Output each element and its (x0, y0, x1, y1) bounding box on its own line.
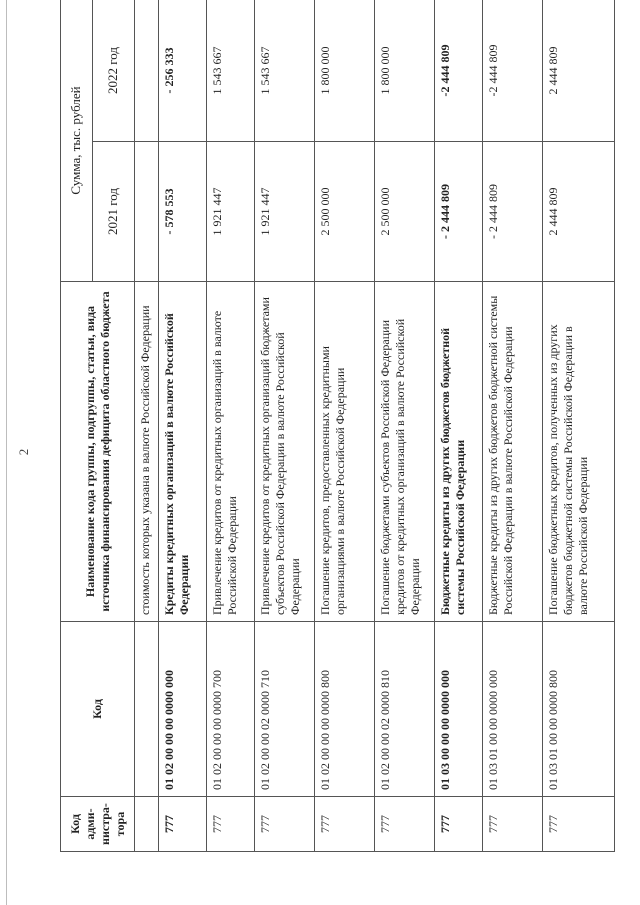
cell-2021: 2 500 000 (375, 142, 435, 282)
cell-2021: 2 444 809 (543, 142, 615, 282)
cell-name: Привлечение кредитов от кредитных организаций бюджетами субъектов Российской Федерации в валюте Российской Федерации (255, 282, 315, 622)
cell-code: 01 02 00 00 02 0000 810 (375, 622, 435, 797)
cell-2021: 1 921 447 (255, 142, 315, 282)
header-sum: Сумма, тыс. рублей (61, 0, 93, 282)
page-number: 2 (16, 448, 31, 456)
cell-2022: 2 444 809 (543, 0, 615, 142)
cell-admin: 777 (435, 797, 483, 852)
header-year-2022: 2022 год (93, 0, 135, 142)
table-row (207, 0, 255, 852)
header-admin-code: Код адми-нистра-тора (61, 797, 135, 852)
header-year-2021: 2021 год (93, 142, 135, 282)
header-code: Код (61, 622, 135, 797)
table-row (255, 0, 315, 852)
cell-admin: 777 (255, 797, 315, 852)
table-row (543, 0, 615, 852)
table-row (159, 0, 207, 852)
cell-name: Бюджетные кредиты из других бюджетов бюджетной системы Российской Федерации в валюте Российской Федерации (483, 282, 543, 622)
cell-code: 01 03 01 00 00 0000 800 (543, 622, 615, 797)
cell-name: Погашение бюджетных кредитов, полученных из других бюджетов бюджетной системы Российской Федерации в валюте Российской Федерации (543, 282, 615, 622)
financing-sources-table (60, 0, 615, 852)
cell-name: Кредиты кредитных организаций в валюте Российской Федерации (159, 282, 207, 622)
cell-2021: 2 500 000 (315, 142, 375, 282)
cell-admin: 777 (207, 797, 255, 852)
cell-code: 01 02 00 00 00 0000 800 (315, 622, 375, 797)
header-name: Наименование кода группы, подгруппы, статьи, вида источника финансирования дефицита областного бюджета (61, 282, 135, 622)
cell-2021: - 578 553 (159, 142, 207, 282)
table-row (483, 0, 543, 852)
cell-code: 01 03 00 00 00 0000 000 (435, 622, 483, 797)
cell-name: Погашение кредитов, предоставленных кредитными организациями в валюте Российской Федерации (315, 282, 375, 622)
cell-code: 01 02 00 00 00 0000 000 (159, 622, 207, 797)
continuation-text: стоимость которых указана в валюте Российской Федерации (135, 282, 159, 622)
cell-2021: - 2 444 809 (435, 142, 483, 282)
scan-edge-line (6, 0, 7, 905)
table-row (435, 0, 483, 852)
cell-admin: 777 (159, 797, 207, 852)
cell-code: 01 02 00 00 02 0000 710 (255, 622, 315, 797)
cell-2022: -2 444 809 (483, 0, 543, 142)
cell-admin: 777 (315, 797, 375, 852)
cell-2022: 1 800 000 (315, 0, 375, 142)
table-row (315, 0, 375, 852)
cell-2022: 1 800 000 (375, 0, 435, 142)
cell-2022: -2 444 809 (435, 0, 483, 142)
table-row (375, 0, 435, 852)
cell-2021: - 2 444 809 (483, 142, 543, 282)
cell-name: Погашение бюджетами субъектов Российской Федерации кредитов от кредитных организаций в валюте Российской Федерации (375, 282, 435, 622)
cell-name: Привлечение кредитов от кредитных организаций в валюте Российской Федерации (207, 282, 255, 622)
cell-name: Бюджетные кредиты из других бюджетов бюджетной системы Российской Федерации (435, 282, 483, 622)
table-row-continuation (135, 0, 159, 852)
cell-admin: 777 (483, 797, 543, 852)
cell-2021: 1 921 447 (207, 142, 255, 282)
cell-code: 01 03 01 00 00 0000 000 (483, 622, 543, 797)
cell-2022: - 256 333 (159, 0, 207, 142)
cell-code: 01 02 00 00 00 0000 700 (207, 622, 255, 797)
cell-admin: 777 (543, 797, 615, 852)
cell-2022: 1 543 667 (255, 0, 315, 142)
rotated-page (60, 0, 607, 852)
cell-2022: 1 543 667 (207, 0, 255, 142)
cell-admin: 777 (375, 797, 435, 852)
